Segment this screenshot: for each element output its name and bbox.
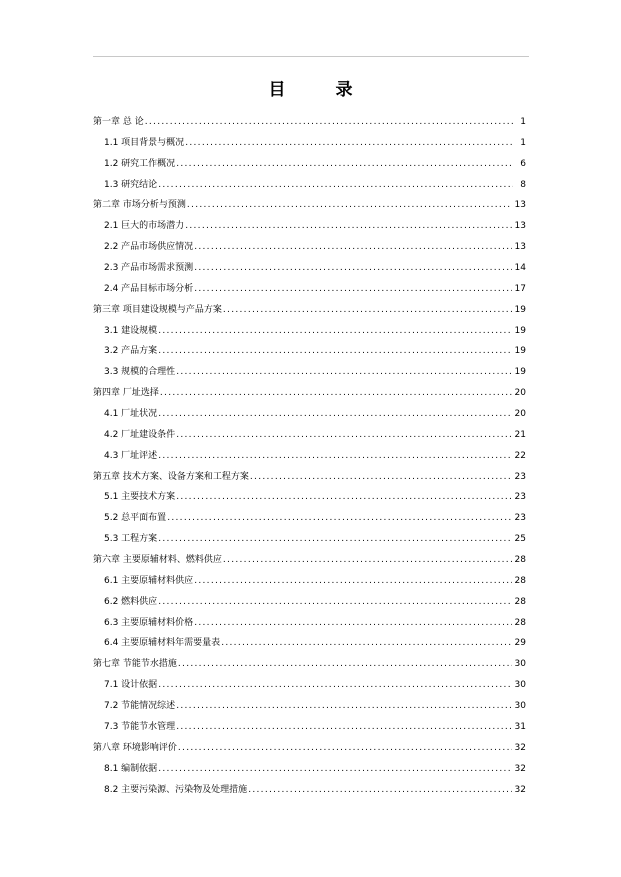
toc-section-entry[interactable] xyxy=(93,675,526,696)
toc-entry-label: 6.3 主要原辅材料价格 xyxy=(104,617,194,628)
toc-entry-page-number: 19 xyxy=(514,325,526,336)
toc-dot-leader xyxy=(248,780,511,801)
toc-dot-leader xyxy=(178,654,512,675)
toc-dot-leader xyxy=(158,675,511,696)
toc-entry-page-number: 19 xyxy=(514,346,526,357)
toc-entry-page-number: 31 xyxy=(514,721,526,732)
toc-entry-label: 1.3 研究结论 xyxy=(104,179,158,190)
toc-entry-label: 7.2 节能情况综述 xyxy=(104,701,176,712)
toc-dot-leader xyxy=(176,487,511,508)
toc-entry-page-number: 23 xyxy=(514,492,526,503)
toc-entry-page-number: 8 xyxy=(520,179,526,190)
toc-entry-page-number: 30 xyxy=(514,659,526,670)
toc-section-entry[interactable] xyxy=(93,613,526,634)
toc-entry-label: 5.1 主要技术方案 xyxy=(104,492,176,503)
toc-dot-leader xyxy=(194,279,511,300)
toc-chapter-entry[interactable] xyxy=(93,195,526,216)
toc-entry-label: 6.1 主要原辅材料供应 xyxy=(104,575,194,586)
toc-dot-leader xyxy=(223,300,512,321)
toc-section-entry[interactable] xyxy=(93,425,526,446)
toc-entry-label: 8.1 编制依据 xyxy=(104,763,158,774)
toc-entry-page-number: 30 xyxy=(514,680,526,691)
toc-dot-leader xyxy=(223,550,512,571)
toc-entry-page-number: 30 xyxy=(514,701,526,712)
toc-entry-label: 3.1 建设规模 xyxy=(104,325,158,336)
toc-entry-label: 3.2 产品方案 xyxy=(104,346,158,357)
toc-entry-page-number: 13 xyxy=(514,200,526,211)
toc-chapter-entry[interactable] xyxy=(93,654,526,675)
toc-entry-page-number: 28 xyxy=(514,575,526,586)
toc-entry-page-number: 19 xyxy=(514,304,526,315)
toc-entry-page-number: 13 xyxy=(514,242,526,253)
toc-entry-page-number: 28 xyxy=(514,596,526,607)
toc-chapter-entry[interactable] xyxy=(93,112,526,133)
toc-section-entry[interactable] xyxy=(93,717,526,738)
toc-dot-leader xyxy=(185,216,511,237)
toc-entry-page-number: 25 xyxy=(514,534,526,545)
toc-dot-leader xyxy=(176,154,513,175)
toc-entry-label: 3.3 规模的合理性 xyxy=(104,367,176,378)
toc-entry-label: 5.2 总平面布置 xyxy=(104,513,167,524)
toc-section-entry[interactable] xyxy=(93,258,526,279)
toc-section-entry[interactable] xyxy=(93,321,526,342)
toc-dot-leader xyxy=(145,112,513,133)
toc-dot-leader xyxy=(176,696,511,717)
toc-entry-page-number: 32 xyxy=(514,742,526,753)
toc-entry-label: 7.3 节能节水管理 xyxy=(104,721,176,732)
toc-entry-label: 6.2 燃料供应 xyxy=(104,596,158,607)
toc-entry-page-number: 23 xyxy=(514,471,526,482)
toc-chapter-entry[interactable] xyxy=(93,550,526,571)
toc-dot-leader xyxy=(158,404,511,425)
toc-entry-page-number: 23 xyxy=(514,513,526,524)
toc-section-entry[interactable] xyxy=(93,592,526,613)
toc-entry-page-number: 21 xyxy=(514,429,526,440)
table-of-contents xyxy=(93,112,526,800)
toc-dot-leader xyxy=(194,237,511,258)
toc-entry-label: 7.1 设计依据 xyxy=(104,680,158,691)
toc-section-entry[interactable] xyxy=(93,362,526,383)
toc-entry-page-number: 22 xyxy=(514,450,526,461)
toc-entry-page-number: 29 xyxy=(514,638,526,649)
toc-section-entry[interactable] xyxy=(93,175,526,196)
toc-entry-label: 1.1 项目背景与概况 xyxy=(104,137,185,148)
toc-chapter-entry[interactable] xyxy=(93,300,526,321)
toc-dot-leader xyxy=(158,341,511,362)
toc-dot-leader xyxy=(160,383,512,404)
toc-entry-label: 6.4 主要原辅材料年需要量表 xyxy=(104,638,221,649)
toc-entry-label: 4.1 厂址状况 xyxy=(104,409,158,420)
toc-entry-page-number: 19 xyxy=(514,367,526,378)
toc-entry-label: 2.2 产品市场供应情况 xyxy=(104,242,194,253)
toc-entry-page-number: 32 xyxy=(514,763,526,774)
toc-section-entry[interactable] xyxy=(93,154,526,175)
toc-entry-label: 第二章 市场分析与预测 xyxy=(93,200,186,211)
toc-section-entry[interactable] xyxy=(93,341,526,362)
toc-entry-label: 1.2 研究工作概况 xyxy=(104,158,176,169)
toc-dot-leader xyxy=(158,321,511,342)
toc-dot-leader xyxy=(178,738,512,759)
toc-section-entry[interactable] xyxy=(93,529,526,550)
toc-dot-leader xyxy=(221,633,511,654)
toc-entry-page-number: 20 xyxy=(514,409,526,420)
toc-dot-leader xyxy=(158,175,513,196)
toc-entry-label: 5.3 工程方案 xyxy=(104,534,158,545)
toc-dot-leader xyxy=(194,571,511,592)
page-title: 目 录 xyxy=(268,80,375,100)
toc-entry-page-number: 32 xyxy=(514,784,526,795)
toc-entry-label: 第七章 节能节水措施 xyxy=(93,659,177,670)
toc-section-entry[interactable] xyxy=(93,133,526,154)
toc-entry-page-number: 6 xyxy=(520,158,526,169)
toc-entry-label: 第八章 环境影响评价 xyxy=(93,742,177,753)
toc-section-entry[interactable] xyxy=(93,571,526,592)
toc-dot-leader xyxy=(187,195,512,216)
toc-entry-page-number: 1 xyxy=(520,117,526,127)
toc-dot-leader xyxy=(158,592,511,613)
toc-section-entry[interactable] xyxy=(93,279,526,300)
toc-dot-leader xyxy=(194,258,511,279)
toc-entry-label: 4.2 厂址建设条件 xyxy=(104,429,176,440)
toc-section-entry[interactable] xyxy=(93,216,526,237)
toc-dot-leader xyxy=(194,613,511,634)
toc-dot-leader xyxy=(158,446,511,467)
toc-section-entry[interactable] xyxy=(93,759,526,780)
toc-section-entry[interactable] xyxy=(93,237,526,258)
toc-section-entry[interactable] xyxy=(93,633,526,654)
toc-entry-label: 2.1 巨大的市场潜力 xyxy=(104,221,185,232)
toc-dot-leader xyxy=(250,467,512,488)
toc-dot-leader xyxy=(176,425,511,446)
toc-section-entry[interactable] xyxy=(93,780,526,801)
toc-entry-label: 第六章 主要原辅材料、燃料供应 xyxy=(93,555,222,566)
toc-entry-label: 8.2 主要污染源、污染物及处理措施 xyxy=(104,784,248,795)
toc-entry-page-number: 1 xyxy=(520,137,526,148)
toc-entry-label: 第三章 项目建设规模与产品方案 xyxy=(93,304,222,315)
toc-section-entry[interactable] xyxy=(93,404,526,425)
toc-entry-page-number: 28 xyxy=(514,617,526,628)
toc-entry-page-number: 20 xyxy=(514,388,526,399)
toc-entry-label: 第四章 厂址选择 xyxy=(93,388,159,399)
toc-section-entry[interactable] xyxy=(93,487,526,508)
toc-dot-leader xyxy=(185,133,513,154)
toc-entry-page-number: 14 xyxy=(514,263,526,274)
toc-dot-leader xyxy=(158,529,511,550)
toc-section-entry[interactable] xyxy=(93,508,526,529)
toc-dot-leader xyxy=(176,362,511,383)
toc-entry-label: 第一章 总 论 xyxy=(93,117,144,127)
toc-chapter-entry[interactable] xyxy=(93,383,526,404)
toc-section-entry[interactable] xyxy=(93,446,526,467)
toc-entry-page-number: 28 xyxy=(514,555,526,566)
toc-dot-leader xyxy=(158,759,511,780)
toc-entry-label: 2.3 产品市场需求预测 xyxy=(104,263,194,274)
toc-entry-page-number: 13 xyxy=(514,221,526,232)
header-rule xyxy=(93,56,529,57)
toc-dot-leader xyxy=(167,508,511,529)
toc-section-entry[interactable] xyxy=(93,696,526,717)
toc-entry-label: 4.3 厂址评述 xyxy=(104,450,158,461)
toc-entry-label: 第五章 技术方案、设备方案和工程方案 xyxy=(93,471,249,482)
toc-chapter-entry[interactable] xyxy=(93,738,526,759)
toc-entry-page-number: 17 xyxy=(514,283,526,294)
toc-dot-leader xyxy=(176,717,511,738)
toc-entry-label: 2.4 产品目标市场分析 xyxy=(104,283,194,294)
toc-chapter-entry[interactable] xyxy=(93,467,526,488)
